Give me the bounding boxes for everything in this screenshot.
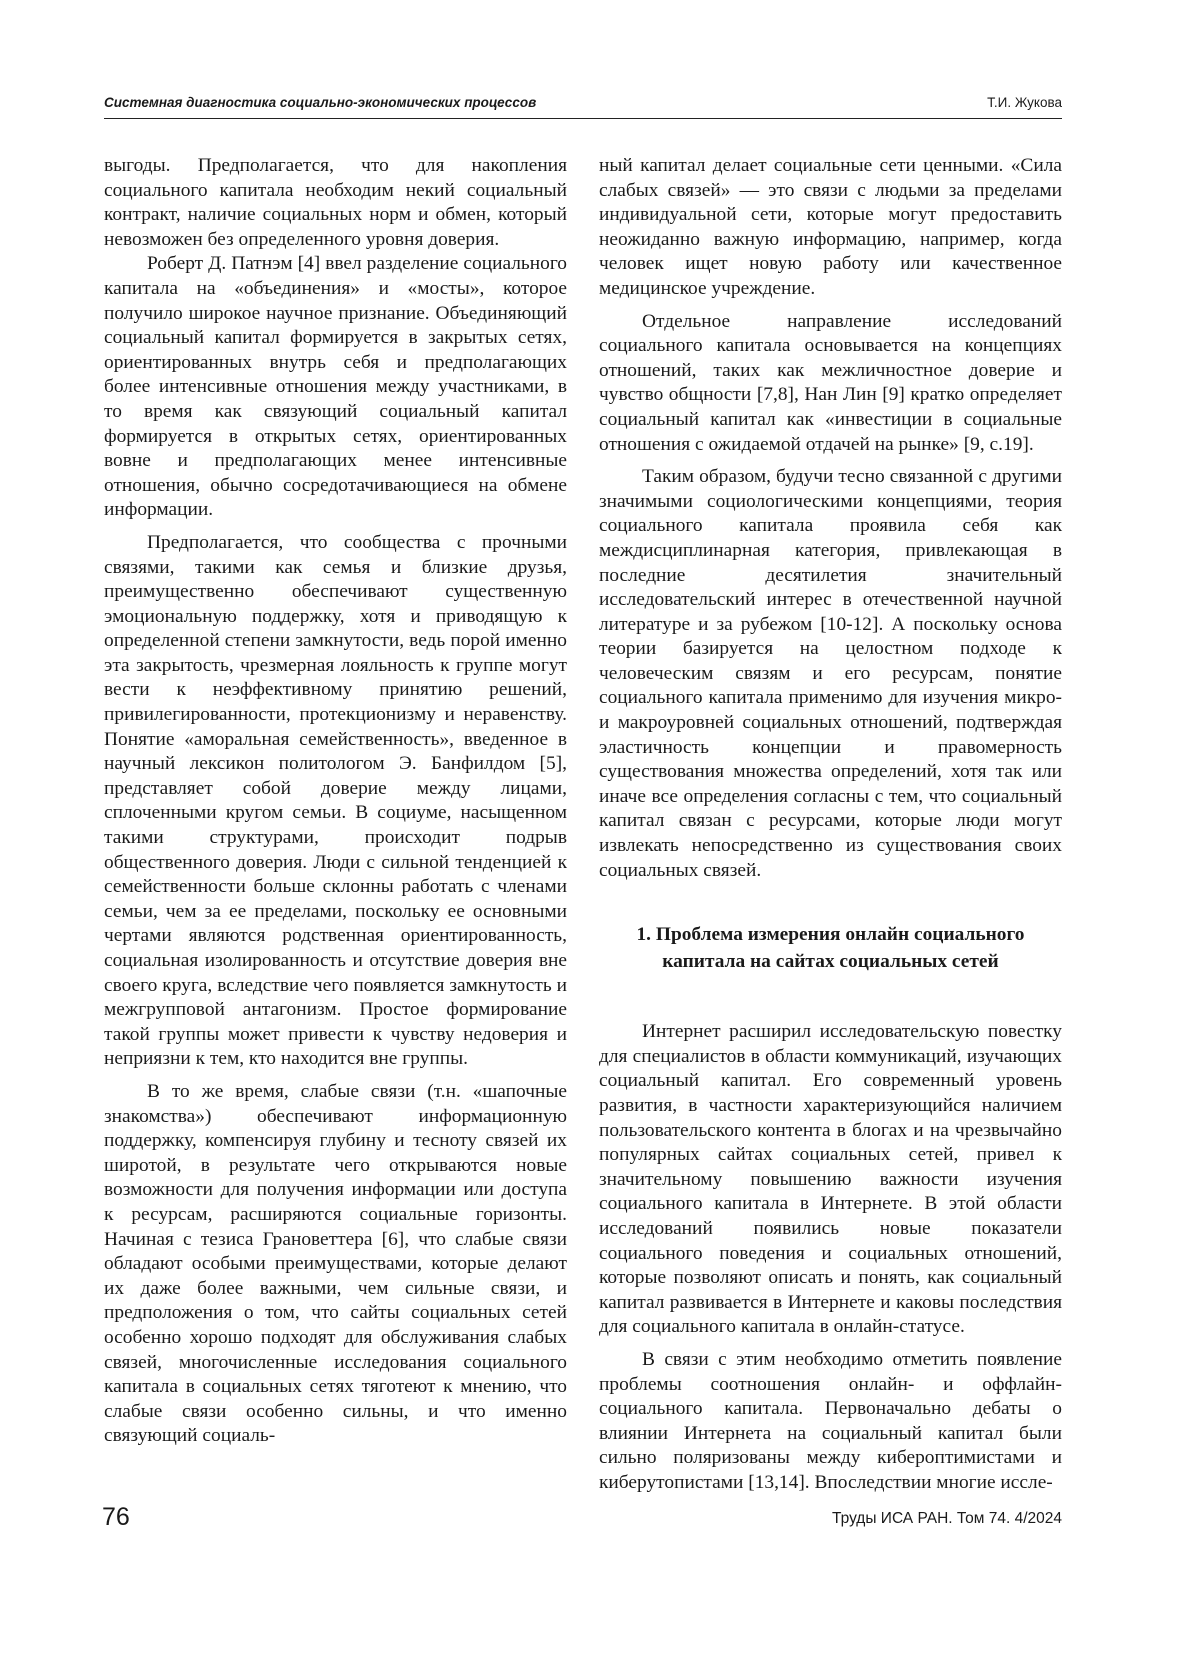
running-head: [104, 95, 1062, 110]
paragraph: В связи с этим необходимо отметить появление проблемы соотношения онлайн- и оффлайн-социального капитала. Первоначально дебаты о влиянии Интернета на социальный капитал были сильно поляризованы между кибероптимистами и киберутопистами [13,14]. Впоследствии многие иссле-: [599, 1348, 1062, 1493]
page-number: 76: [102, 1503, 130, 1531]
journal-section-title: Системная диагностика социально-экономических процессов: [104, 95, 537, 110]
paragraph: выгоды. Предполагается, что для накопления социального капитала необходим некий социальный контракт, наличие социальных норм и обмен, который невозможен без определенного уровня доверия.: [104, 155, 567, 250]
author-name: Т.И. Жукова: [987, 95, 1062, 110]
paragraph: Таким образом, будучи тесно связанной с другими значимыми социологическими концепциями, теория социального капитала проявила себя как междисциплинарная категория, привлекающая в последние десятилетия значительный исследовательский интерес в отечественной научной литературе и за рубежом [10-12]. А поскольку основа теории базируется на целостном подходе к человеческим связям и его ресурсам, понятие социального капитала применимо для изучения микро- и макроуровней социальных отношений, подтверждая эластичность концепции и правомерность существования множества определений, хотя так или иначе все определения согласны с тем, что социальный капитал связан с ресурсами, которые люди могут извлекать непосредственно из существования своих социальных связей.: [599, 466, 1062, 881]
paragraph: В то же время, слабые связи (т.н. «шапочные знакомства») обеспечивают информационную поддержку, компенсируя глубину и тесноту связей их широтой, в результате чего открываются новые возможности для получения информации или доступа к ресурсам, расширяются социальные горизонты. Начиная с тезиса Грановеттера [6], что слабые связи обладают особыми преимуществами, которые делают их даже более важными, чем сильные связи, и предположения о том, что сайты социальных сетей особенно хорошо подходят для обслуживания слабых связей, многочисленные исследования социального капитала в социальных сетях тяготеют к мнению, что слабые связи особенно сильны, и что именно связующий социаль-: [104, 1080, 567, 1447]
paragraph: Предполагается, что сообщества с прочными связями, такими как семья и близкие друзья, преимущественно обеспечивают существенную эмоциональную поддержку, хотя и приводящую к определенной степени замкнутости, ведь порой именно эта закрытость, чрезмерная лояльность к группе могут вести к неэффективному принятию решений, привилегированности, протекционизму и неравенству. Понятие «аморальная семейственность», введенное в научный лексикон политологом Э. Банфилдом [5], представляет собой доверие между лицами, сплоченными кругом семьи. В социуме, насыщенном такими структурами, происходит подрыв общественного доверия. Люди с сильной тенденцией к семейственности больше склонны работать с членами семьи, чем за ее пределами, поскольку ее основными чертами являются родственная ориентированность, социальная изолированность и отсутствие доверия вне своего круга, вследствие чего появляется замкнутость и межгрупповой антагонизм. Простое формирование такой группы может привести к чувству недоверия и неприязни к тем, кто находится вне группы.: [104, 531, 567, 1070]
paragraph: Интернет расширил исследовательскую повестку для специалистов в области коммуникаций, изучающих социальный капитал. Его современный уровень развития, в частности характеризующийся наличием пользовательского контента в блогах и на чрезвычайно популярных сайтах социальных сетей, привел к значительному повышению важности изучения социального капитала в Интернете. В этой области исследований появились новые показатели социального поведения и социальных отношений, которые позволяют описать и понять, как социальный капитал развивается в Интернете и каковы последствия для социального капитала в онлайн-статусе.: [599, 1021, 1062, 1338]
paragraph: Роберт Д. Патнэм [4] ввел разделение социального капитала на «объединения» и «мосты», которое получило широкое научное признание. Объединяющий социальный капитал формируется в закрытых сетях, ориентированных внутрь себя и предполагающих более интенсивные отношения между участниками, в то время как связующий социальный капитал формируется в открытых сетях, ориентированных вовне и предполагающих менее интенсивные отношения, обычно сосредотачивающиеся на обмене информации.: [104, 253, 567, 521]
paragraph: Отдельное направление исследований социального капитала основывается на концепциях отношений, таких как межличностное доверие и чувство общности [7,8], Нан Лин [9] кратко определяет социальный капитал как «инвестиции в социальные отношения с ожидаемой отдачей на рынке» [9, с.19].: [599, 310, 1062, 455]
paragraph: ный капитал делает социальные сети ценными. «Сила слабых связей» — это связи с людьми за пределами индивидуальной сети, которые могут предоставить неожиданно важную информацию, например, когда человек ищет новую работу или качественное медицинское учреждение.: [599, 155, 1062, 299]
left-column: [104, 154, 567, 1449]
journal-footer: Труды ИСА РАН. Том 74. 4/2024: [832, 1510, 1062, 1527]
section-heading: 1. Проблема измерения онлайн социального капитала на сайтах социальных сетей: [636, 924, 1025, 973]
right-column: [599, 154, 1062, 1496]
header-divider: [104, 118, 1062, 119]
